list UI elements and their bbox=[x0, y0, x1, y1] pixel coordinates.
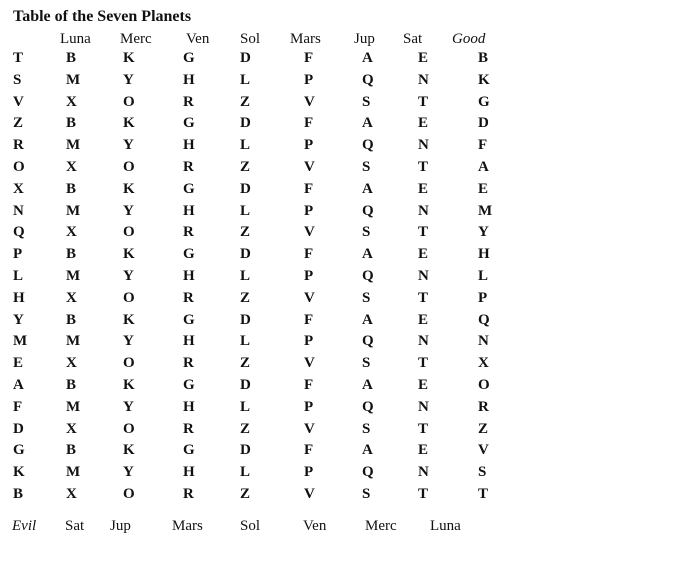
table-cell: L bbox=[13, 267, 24, 284]
table-cell: Y bbox=[478, 224, 489, 241]
footer-cell: Sol bbox=[240, 518, 261, 534]
table-cell: S bbox=[362, 158, 371, 175]
table-cell: O bbox=[123, 420, 135, 437]
table-cell: A bbox=[362, 115, 373, 132]
table-cell: T bbox=[13, 50, 24, 66]
table-cell: F bbox=[304, 50, 314, 66]
table-cell: A bbox=[362, 376, 373, 393]
table-cell: B bbox=[66, 115, 77, 132]
table-cell: D bbox=[240, 115, 251, 132]
table-cell: Z bbox=[240, 355, 251, 372]
table-cell: P bbox=[304, 137, 314, 154]
table-cell: V bbox=[304, 485, 315, 502]
table-cell: H bbox=[183, 137, 195, 154]
header-cell: Sol bbox=[240, 31, 261, 47]
table-cell: L bbox=[240, 267, 251, 284]
table-cell: N bbox=[418, 267, 429, 284]
header-cell: Jup bbox=[354, 31, 375, 47]
table-cell: V bbox=[478, 442, 489, 459]
table-cell: F bbox=[304, 115, 314, 132]
table-cell: R bbox=[183, 420, 194, 437]
table-cell: O bbox=[13, 158, 25, 175]
table-cell: P bbox=[304, 398, 314, 415]
header-cell: Good bbox=[452, 31, 486, 47]
table-cell: G bbox=[478, 93, 490, 110]
table-cell: B bbox=[478, 50, 489, 66]
table-cell: Q bbox=[362, 202, 374, 219]
table-cell: S bbox=[362, 355, 371, 372]
table-cell: T bbox=[418, 420, 429, 437]
table-cell: H bbox=[183, 267, 195, 284]
table-cell: D bbox=[240, 311, 251, 328]
table-cell: F bbox=[304, 442, 314, 459]
table-cell: V bbox=[304, 93, 315, 110]
table-cell: H bbox=[13, 289, 25, 306]
table-cell: K bbox=[123, 376, 135, 393]
table-cell: Y bbox=[123, 398, 134, 415]
table-cell: Z bbox=[240, 158, 251, 175]
table-cell: A bbox=[362, 442, 373, 459]
table-row bbox=[0, 137, 696, 159]
table-cell: Z bbox=[240, 93, 251, 110]
table-cell: T bbox=[418, 158, 429, 175]
table-cell: F bbox=[304, 311, 314, 328]
table-cell: V bbox=[304, 420, 315, 437]
table-cell: X bbox=[66, 485, 77, 502]
table-cell: S bbox=[362, 289, 371, 306]
table-row bbox=[0, 268, 696, 290]
table-cell: S bbox=[478, 464, 487, 481]
table-cell: E bbox=[418, 180, 429, 197]
table-cell: Q bbox=[362, 267, 374, 284]
table-cell: D bbox=[240, 246, 251, 263]
table-cell: R bbox=[13, 137, 24, 154]
footer-cell: Jup bbox=[110, 518, 131, 534]
table-cell: P bbox=[478, 289, 488, 306]
table-cell: P bbox=[13, 246, 23, 263]
table-cell: A bbox=[362, 246, 373, 263]
table-cell: N bbox=[478, 333, 489, 350]
table-cell: K bbox=[123, 180, 135, 197]
table-cell: L bbox=[478, 267, 489, 284]
table-row bbox=[0, 224, 696, 246]
table-cell: N bbox=[418, 333, 429, 350]
table-cell: Z bbox=[240, 485, 251, 502]
table-cell: K bbox=[123, 442, 135, 459]
table-cell: Y bbox=[123, 137, 134, 154]
header-cell: Ven bbox=[186, 31, 210, 47]
table-row bbox=[0, 312, 696, 334]
table-cell: K bbox=[123, 115, 135, 132]
table-cell: Q bbox=[13, 224, 25, 241]
table-row bbox=[0, 377, 696, 399]
table-cell: P bbox=[304, 464, 314, 481]
table-cell: P bbox=[304, 202, 314, 219]
table-cell: H bbox=[478, 246, 490, 263]
table-cell: F bbox=[304, 180, 314, 197]
table-cell: Y bbox=[123, 464, 134, 481]
table-cell: E bbox=[418, 311, 429, 328]
table-cell: R bbox=[478, 398, 489, 415]
table-row bbox=[0, 399, 696, 421]
footer-cell: Sat bbox=[65, 518, 85, 534]
table-cell: G bbox=[183, 246, 195, 263]
table-cell: G bbox=[183, 115, 195, 132]
table-cell: L bbox=[240, 71, 251, 88]
table-cell: D bbox=[240, 180, 251, 197]
table-row bbox=[0, 246, 696, 268]
table-cell: E bbox=[418, 442, 429, 459]
table-cell: X bbox=[66, 93, 77, 110]
table-cell: M bbox=[66, 333, 81, 350]
table-cell: S bbox=[362, 93, 371, 110]
table-cell: G bbox=[183, 442, 195, 459]
table-cell: M bbox=[478, 202, 493, 219]
table-cell: P bbox=[304, 71, 314, 88]
table-cell: S bbox=[362, 420, 371, 437]
footer-cell: Ven bbox=[303, 518, 327, 534]
table-cell: E bbox=[478, 180, 489, 197]
table-cell: X bbox=[13, 180, 24, 197]
table-cell: B bbox=[66, 376, 77, 393]
table-cell: K bbox=[123, 311, 135, 328]
table-cell: N bbox=[418, 71, 429, 88]
table-cell: Q bbox=[362, 464, 374, 481]
table-cell: R bbox=[183, 485, 194, 502]
table-cell: Z bbox=[13, 115, 24, 132]
table-cell: V bbox=[304, 158, 315, 175]
table-cell: Q bbox=[362, 71, 374, 88]
table-row bbox=[0, 94, 696, 116]
table-cell: X bbox=[66, 224, 77, 241]
table-title: Table of the Seven Planets bbox=[13, 8, 192, 25]
table-cell: H bbox=[183, 202, 195, 219]
table-row bbox=[0, 159, 696, 181]
table-cell: L bbox=[240, 333, 251, 350]
table-cell: G bbox=[13, 442, 25, 459]
table-row bbox=[0, 421, 696, 443]
table-cell: N bbox=[418, 137, 429, 154]
table-cell: E bbox=[13, 355, 24, 372]
table-cell: X bbox=[478, 355, 489, 372]
table-cell: M bbox=[66, 267, 81, 284]
letter-grid bbox=[0, 50, 696, 508]
footer-row bbox=[0, 518, 696, 538]
table-cell: M bbox=[66, 71, 81, 88]
table-cell: X bbox=[66, 420, 77, 437]
table-cell: F bbox=[478, 137, 488, 154]
table-cell: O bbox=[123, 485, 135, 502]
table-cell: A bbox=[13, 376, 24, 393]
table-cell: K bbox=[123, 50, 135, 66]
table-cell: K bbox=[123, 246, 135, 263]
table-cell: A bbox=[478, 158, 489, 175]
table-row bbox=[0, 355, 696, 377]
table-cell: F bbox=[304, 376, 314, 393]
table-cell: A bbox=[362, 50, 373, 66]
table-cell: M bbox=[66, 137, 81, 154]
table-cell: F bbox=[13, 398, 23, 415]
footer-cell: Merc bbox=[365, 518, 397, 534]
table-cell: A bbox=[362, 180, 373, 197]
header-cell: Merc bbox=[120, 31, 152, 47]
table-cell: Q bbox=[362, 137, 374, 154]
table-cell: T bbox=[418, 224, 429, 241]
table-cell: R bbox=[183, 93, 194, 110]
footer-cell: Evil bbox=[12, 518, 37, 534]
table-cell: H bbox=[183, 333, 195, 350]
table-cell: D bbox=[13, 420, 24, 437]
table-cell: O bbox=[123, 93, 135, 110]
table-row bbox=[0, 290, 696, 312]
table-cell: E bbox=[418, 50, 429, 66]
table-cell: X bbox=[66, 158, 77, 175]
table-row bbox=[0, 181, 696, 203]
table-cell: B bbox=[66, 180, 77, 197]
table-cell: R bbox=[183, 355, 194, 372]
table-cell: Y bbox=[123, 267, 134, 284]
table-cell: N bbox=[418, 464, 429, 481]
table-cell: O bbox=[123, 224, 135, 241]
table-cell: M bbox=[66, 398, 81, 415]
table-cell: Y bbox=[123, 333, 134, 350]
table-cell: N bbox=[13, 202, 24, 219]
table-row bbox=[0, 72, 696, 94]
table-cell: G bbox=[183, 376, 195, 393]
table-cell: K bbox=[13, 464, 25, 481]
table-cell: O bbox=[123, 355, 135, 372]
table-row bbox=[0, 464, 696, 486]
table-cell: L bbox=[240, 137, 251, 154]
table-cell: K bbox=[478, 71, 490, 88]
table-cell: H bbox=[183, 71, 195, 88]
table-cell: H bbox=[183, 464, 195, 481]
table-cell: B bbox=[66, 246, 77, 263]
table-row bbox=[0, 486, 696, 508]
table-cell: X bbox=[66, 289, 77, 306]
header-row bbox=[0, 31, 696, 51]
table-cell: M bbox=[13, 333, 28, 350]
table-cell: S bbox=[13, 71, 22, 88]
table-cell: B bbox=[66, 311, 77, 328]
table-cell: T bbox=[478, 485, 489, 502]
header-cell: Luna bbox=[60, 31, 91, 47]
table-cell: T bbox=[418, 289, 429, 306]
footer-cell: Mars bbox=[172, 518, 203, 534]
table-cell: N bbox=[418, 202, 429, 219]
table-cell: X bbox=[66, 355, 77, 372]
table-cell: R bbox=[183, 289, 194, 306]
table-cell: F bbox=[304, 246, 314, 263]
table-cell: D bbox=[240, 376, 251, 393]
table-cell: Y bbox=[123, 71, 134, 88]
table-cell: Z bbox=[240, 420, 251, 437]
table-cell: G bbox=[183, 50, 195, 66]
table-cell: M bbox=[66, 464, 81, 481]
table-cell: V bbox=[304, 289, 315, 306]
table-cell: D bbox=[240, 50, 251, 66]
table-cell: Y bbox=[13, 311, 24, 328]
table-cell: D bbox=[478, 115, 489, 132]
table-cell: A bbox=[362, 311, 373, 328]
table-cell: G bbox=[183, 311, 195, 328]
table-cell: M bbox=[66, 202, 81, 219]
table-cell: V bbox=[304, 355, 315, 372]
table-cell: L bbox=[240, 202, 251, 219]
table-cell: H bbox=[183, 398, 195, 415]
table-cell: L bbox=[240, 464, 251, 481]
table-cell: R bbox=[183, 224, 194, 241]
table-cell: T bbox=[418, 93, 429, 110]
table-cell: P bbox=[304, 267, 314, 284]
table-cell: Z bbox=[240, 289, 251, 306]
table-cell: T bbox=[418, 485, 429, 502]
table-cell: Z bbox=[240, 224, 251, 241]
table-cell: R bbox=[183, 158, 194, 175]
table-row bbox=[0, 115, 696, 137]
table-cell: V bbox=[13, 93, 24, 110]
table-cell: E bbox=[418, 115, 429, 132]
table-cell: O bbox=[478, 376, 490, 393]
table-cell: Q bbox=[362, 398, 374, 415]
header-cell: Sat bbox=[403, 31, 423, 47]
header-cell: Mars bbox=[290, 31, 321, 47]
table-cell: S bbox=[362, 485, 371, 502]
table-cell: L bbox=[240, 398, 251, 415]
table-cell: O bbox=[123, 158, 135, 175]
table-cell: Q bbox=[478, 311, 490, 328]
table-row bbox=[0, 333, 696, 355]
table-cell: S bbox=[362, 224, 371, 241]
table-cell: B bbox=[13, 485, 24, 502]
footer-cell: Luna bbox=[430, 518, 461, 534]
table-cell: V bbox=[304, 224, 315, 241]
table-cell: P bbox=[304, 333, 314, 350]
table-cell: O bbox=[123, 289, 135, 306]
table-cell: D bbox=[240, 442, 251, 459]
table-row bbox=[0, 50, 696, 72]
table-cell: Z bbox=[478, 420, 489, 437]
table-cell: B bbox=[66, 50, 77, 66]
table-cell: E bbox=[418, 246, 429, 263]
table-cell: G bbox=[183, 180, 195, 197]
table-cell: E bbox=[418, 376, 429, 393]
table-cell: T bbox=[418, 355, 429, 372]
table-row bbox=[0, 203, 696, 225]
table-row bbox=[0, 442, 696, 464]
table-cell: B bbox=[66, 442, 77, 459]
table-cell: Y bbox=[123, 202, 134, 219]
table-cell: Q bbox=[362, 333, 374, 350]
table-cell: N bbox=[418, 398, 429, 415]
